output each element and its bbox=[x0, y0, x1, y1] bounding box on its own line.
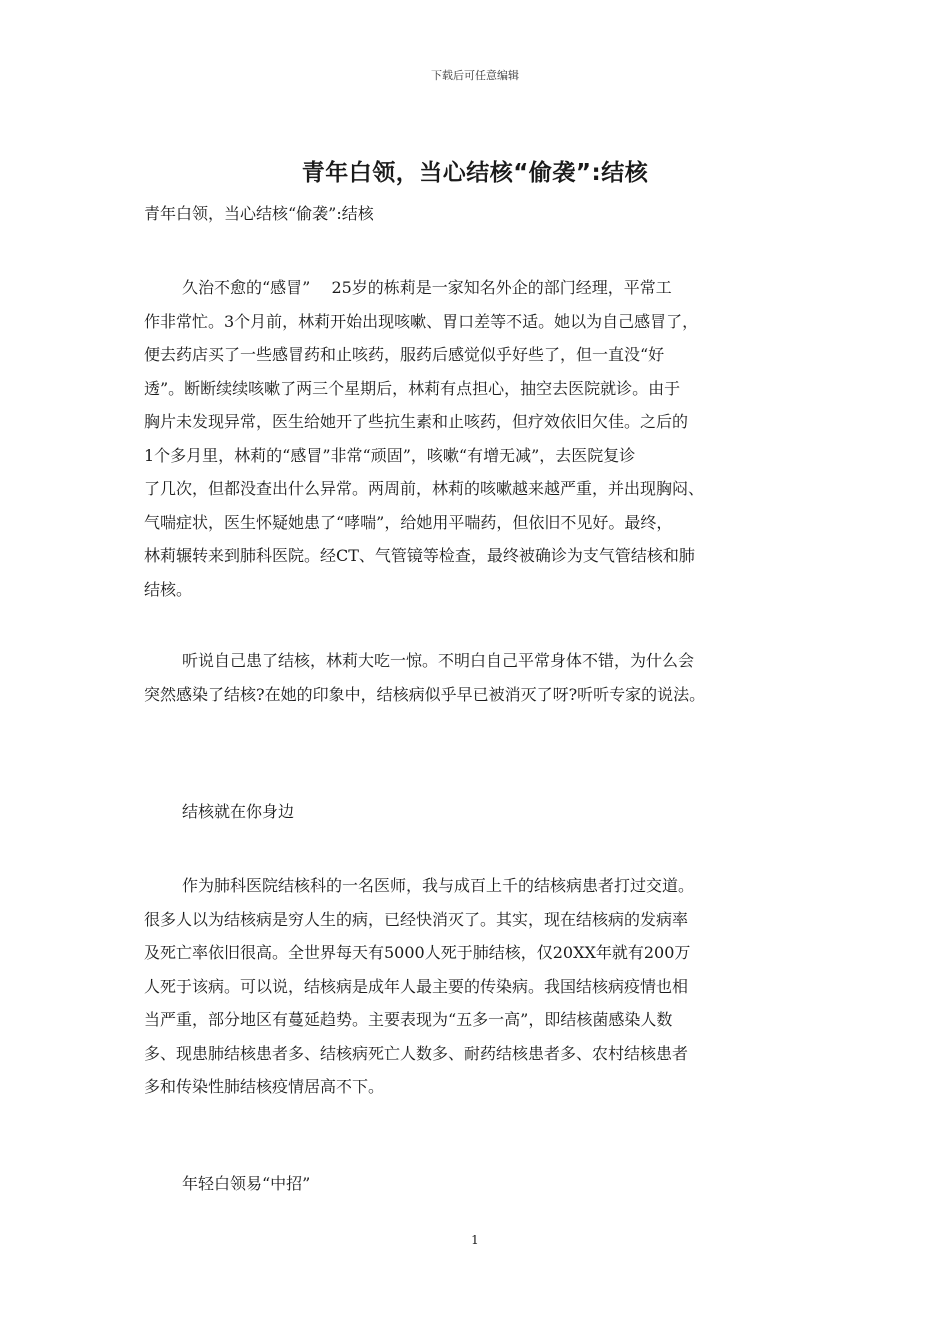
text-line: 多、现患肺结核患者多、结核病死亡人数多、耐药结核患者多、农村结核患者 bbox=[144, 1043, 689, 1063]
section-heading-1: 结核就在你身边 bbox=[182, 802, 295, 821]
document-title: 青年白领，当心结核“偷袭”:结核 bbox=[301, 160, 649, 186]
text-line: 作非常忙。3个月前，林莉开始出现咳嗽、胃口差等不适。她以为自己感冒了， bbox=[144, 311, 699, 331]
text-line: 听说自己患了结核，林莉大吃一惊。不明白自己平常身体不错，为什么会 bbox=[182, 651, 695, 670]
text-line: 透”。断断续续咳嗽了两三个星期后，林莉有点担心，抽空去医院就诊。由于 bbox=[144, 378, 681, 398]
text-line: 作为肺科医院结核科的一名医师，我与成百上千的结核病患者打过交道。 bbox=[182, 876, 695, 895]
text-line: 结核。 bbox=[144, 579, 193, 599]
section-heading-2: 年轻白领易“中招” bbox=[182, 1174, 311, 1193]
text-line: 多和传染性肺结核疫情居高不下。 bbox=[144, 1077, 385, 1096]
text-line: 气喘症状，医生怀疑她患了“哮喘”，给她用平喘药，但依旧不见好。最终， bbox=[144, 512, 673, 532]
text-line: 1个多月里，林莉的“感冒”非常“顽固”，咳嗽“有增无减”，去医院复诊 bbox=[144, 445, 636, 465]
text-line: 及死亡率依旧很高。全世界每天有5000人死于肺结核，仅20XX年就有200万 bbox=[144, 943, 691, 962]
page-number: 1 bbox=[471, 1233, 479, 1247]
header-note: 下载后可任意编辑 bbox=[431, 69, 519, 82]
paragraph-2 bbox=[144, 644, 816, 711]
paragraph-3 bbox=[144, 869, 816, 1104]
text-line: 当严重，部分地区有蔓延趋势。主要表现为“五多一高”，即结核菌感染人数 bbox=[144, 1010, 673, 1029]
text-line: 了几次，但都没查出什么异常。两周前，林莉的咳嗽越来越严重，并出现胸闷、 bbox=[144, 479, 705, 498]
text-line: 很多人以为结核病是穷人生的病，已经快消灭了。其实，现在结核病的发病率 bbox=[144, 909, 689, 929]
text-line: 人死于该病。可以说，结核病是成年人最主要的传染病。我国结核病疫情也相 bbox=[144, 976, 689, 996]
paragraph-1 bbox=[144, 271, 816, 606]
text-line: 突然感染了结核?在她的印象中，结核病似乎早已被消灭了呀?听听专家的说法。 bbox=[144, 684, 706, 704]
text-line: 久治不愈的“感冒” 25岁的栋莉是一家知名外企的部门经理，平常工 bbox=[182, 278, 672, 297]
text-line: 林莉辗转来到肺科医院。经CT、气管镜等检查，最终被确诊为支气管结核和肺 bbox=[144, 546, 695, 565]
text-line: 胸片未发现异常，医生给她开了些抗生素和止咳药，但疗效依旧欠佳。之后的 bbox=[144, 412, 689, 431]
text-line: 便去药店买了一些感冒药和止咳药，服药后感觉似乎好些了，但一直没“好 bbox=[144, 345, 665, 364]
document-subtitle: 青年白领，当心结核“偷袭”:结核 bbox=[144, 204, 374, 223]
